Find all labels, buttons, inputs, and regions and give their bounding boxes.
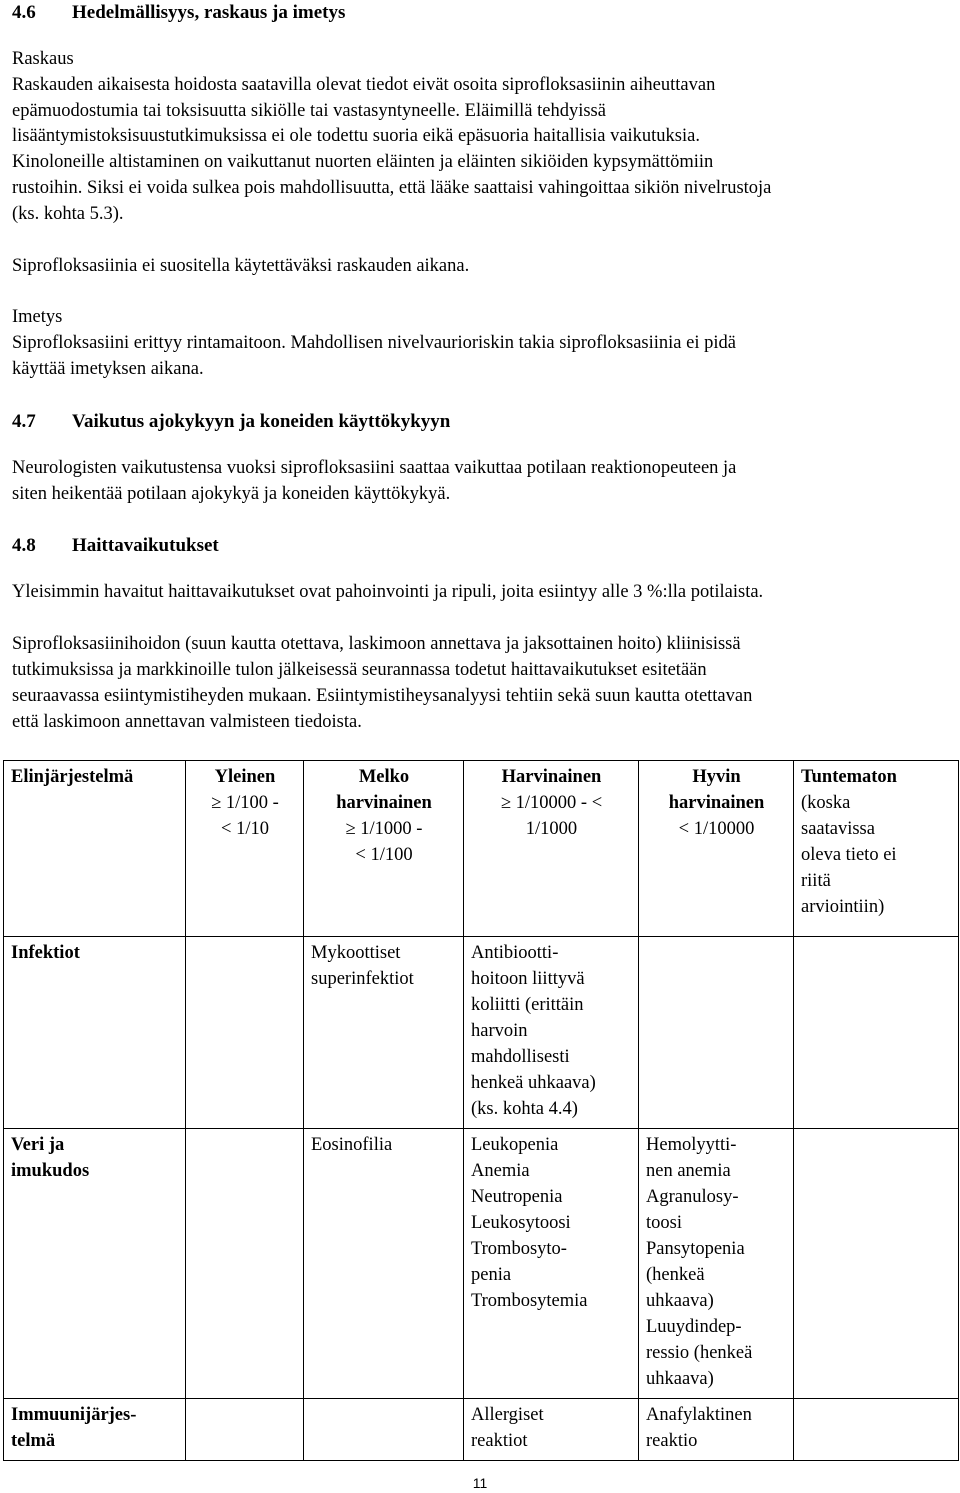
text-line: Siprofloksasiinihoidon (suun kautta otettava, laskimoon annettava ja jaksottainen hoito) kliinisissä [12, 634, 741, 655]
page-number: 11 [472, 1475, 488, 1491]
cell-text: Immuunijärjes- [11, 1405, 137, 1425]
text-line: Raskauden aikaisesta hoidosta saatavilla olevat tiedot eivät osoita siprofloksasiinin aiheuttavan [12, 74, 716, 95]
section-title: Vaikutus ajokykyyn ja koneiden käyttökykyyn [72, 410, 451, 432]
header-text: 1/1000 [525, 819, 578, 839]
header-text: ≥ 1/100 - [211, 793, 279, 813]
data-cell [464, 937, 639, 1129]
text-line: Siprofloksasiini erittyy rintamaitoon. Mahdollisen nivelvaurioriskin takia siprofloksasiinia ei pidä [12, 333, 736, 354]
header-text: saatavissa [801, 819, 875, 839]
data-cell [639, 937, 794, 1129]
cell-text: Trombosytemia [471, 1291, 588, 1311]
data-cell [464, 1129, 639, 1399]
section-title: Hedelmällisyys, raskaus ja imetys [72, 2, 346, 23]
text-line: siten heikentää potilaan ajokykyä ja koneiden käyttökykyä. [12, 483, 451, 504]
header-text: harvinainen [336, 793, 432, 813]
header-cell-unknown [794, 761, 959, 937]
text-line: seuraavassa esiintymistiheyden mukaan. Esiintymistiheysanalyysi tehtiin sekä suun kautta otettavan [12, 685, 753, 706]
raskaus-paragraph [12, 73, 947, 228]
cell-text: reaktiot [471, 1431, 528, 1451]
table-row [4, 1129, 959, 1399]
document-page [12, 0, 947, 735]
table-row [4, 1399, 959, 1461]
text-line: että laskimoon annettavan valmisteen tiedoista. [12, 711, 362, 732]
cell-text: nen anemia [646, 1161, 731, 1181]
text-line: rustoihin. Siksi ei voida sulkea pois mahdollisuutta, että lääke saattaisi vahingoittaa sikiön nivelrustoja [12, 177, 772, 198]
text-line: tutkimuksissa ja markkinoille tulon jälkeisessä seurannassa todetut haittavaikutukset esitetään [12, 659, 707, 680]
header-text: riitä [801, 871, 831, 891]
text-line: käyttää imetyksen aikana. [12, 358, 204, 379]
header-cell-very-rare [639, 761, 794, 937]
header-text: ≥ 1/1000 - [345, 819, 423, 839]
adverse-effects-table [3, 760, 959, 1461]
cell-text: Pansytopenia [646, 1239, 745, 1259]
cell-text: Anemia [471, 1161, 530, 1181]
subheading-imetys: Imetys [12, 307, 63, 328]
raskaus-recommendation: Siprofloksasiinia ei suositella käytettäväksi raskauden aikana. [12, 255, 470, 276]
cell-text: Anafylaktinen [646, 1405, 752, 1425]
text-line: Neurologisten vaikutustensa vuoksi siprofloksasiini saattaa vaikuttaa potilaan reaktionopeuteen ja [12, 457, 737, 478]
section-number: 4.7 [12, 410, 36, 432]
data-cell [304, 1129, 464, 1399]
cell-text: mahdollisesti [471, 1047, 570, 1067]
text-line: lisääntymistoksisuustutkimuksissa ei ole todettu suoria eikä epäsuoria haitallisia vaikutuksia. [12, 126, 700, 147]
section-title: Haittavaikutukset [72, 535, 219, 557]
cell-text: hoitoon liittyvä [471, 969, 585, 989]
data-cell [794, 1399, 959, 1461]
cell-text: Trombosyto- [471, 1239, 567, 1259]
cell-text: imukudos [11, 1161, 90, 1181]
data-cell [186, 1399, 304, 1461]
cell-text: Veri ja [11, 1135, 65, 1155]
cell-text: Leukosytoosi [471, 1213, 571, 1233]
data-cell [639, 1129, 794, 1399]
cell-text: Eosinofilia [311, 1135, 393, 1155]
cell-text: penia [471, 1265, 512, 1285]
header-text: Harvinainen [501, 767, 602, 787]
s47-paragraph [12, 456, 947, 508]
section-heading-4-7 [12, 409, 947, 434]
header-text: < 1/10000 [678, 819, 755, 839]
header-text: (koska [801, 793, 851, 813]
text-line: (ks. kohta 5.3). [12, 203, 124, 224]
data-cell [794, 1129, 959, 1399]
cell-text: uhkaava) [646, 1291, 714, 1311]
cell-text: Leukopenia [471, 1135, 559, 1155]
cell-text: (henkeä [646, 1265, 705, 1285]
header-cell-common [186, 761, 304, 937]
data-cell [186, 1129, 304, 1399]
header-text: Tuntematon [801, 767, 897, 787]
section-heading-4-8 [12, 533, 947, 558]
header-text: < 1/10 [221, 819, 269, 839]
table-row [4, 937, 959, 1129]
cell-text: Luuydindep- [646, 1317, 742, 1337]
cell-text: Antibiootti- [471, 943, 559, 963]
data-cell [304, 1399, 464, 1461]
cell-text: Infektiot [11, 943, 80, 963]
data-cell [794, 937, 959, 1129]
cell-text: toosi [646, 1213, 682, 1233]
header-cell-organ-system [4, 761, 186, 937]
section-number: 4.8 [12, 535, 36, 557]
header-text: oleva tieto ei [801, 845, 897, 865]
header-text: < 1/100 [355, 845, 413, 865]
data-cell [304, 937, 464, 1129]
cell-text: reaktio [646, 1431, 698, 1451]
data-cell [186, 937, 304, 1129]
header-text: Melko [358, 767, 410, 787]
header-text: Elinjärjestelmä [11, 767, 134, 787]
data-cell [464, 1399, 639, 1461]
data-cell [639, 1399, 794, 1461]
header-text: ≥ 1/10000 - < [500, 793, 603, 813]
cell-text: Hemolyytti- [646, 1135, 737, 1155]
text-line: epämuodostumia tai toksisuutta sikiölle tai vastasyntyneelle. Eläimillä tehdyissä [12, 100, 606, 121]
cell-text: Agranulosy- [646, 1187, 739, 1207]
header-text: Hyvin [692, 767, 741, 787]
cell-text: uhkaava) [646, 1369, 714, 1389]
cell-text: koliitti (erittäin [471, 995, 584, 1015]
section-number: 4.6 [12, 2, 36, 23]
header-cell-rare [464, 761, 639, 937]
organ-cell [4, 1399, 186, 1461]
cell-text: (ks. kohta 4.4) [471, 1099, 578, 1119]
header-text: harvinainen [668, 793, 765, 813]
s48-paragraph-1: Yleisimmin havaitut haittavaikutukset ovat pahoinvointi ja ripuli, joita esiintyy alle 3 %:lla potilaista. [12, 582, 764, 603]
organ-cell [4, 1129, 186, 1399]
cell-text: Mykoottiset [311, 943, 401, 963]
s48-paragraph-2 [12, 632, 947, 735]
table-header-row [4, 761, 959, 937]
cell-text: superinfektiot [311, 969, 414, 989]
section-heading-4-6 [12, 0, 947, 25]
text-line: Kinoloneille altistaminen on vaikuttanut nuorten eläinten ja eläinten sikiöiden kypsymättömiin [12, 152, 714, 173]
cell-text: harvoin [471, 1021, 528, 1041]
cell-text: Neutropenia [471, 1187, 563, 1207]
cell-text: telmä [11, 1431, 56, 1451]
organ-cell [4, 937, 186, 1129]
cell-text: ressio (henkeä [646, 1343, 753, 1363]
cell-text: Allergiset [471, 1405, 544, 1425]
header-text: Yleinen [214, 767, 276, 787]
header-text: arviointiin) [801, 897, 885, 917]
header-cell-uncommon [304, 761, 464, 937]
imetys-paragraph [12, 331, 947, 383]
cell-text: henkeä uhkaava) [471, 1073, 596, 1093]
subheading-raskaus: Raskaus [12, 49, 74, 69]
